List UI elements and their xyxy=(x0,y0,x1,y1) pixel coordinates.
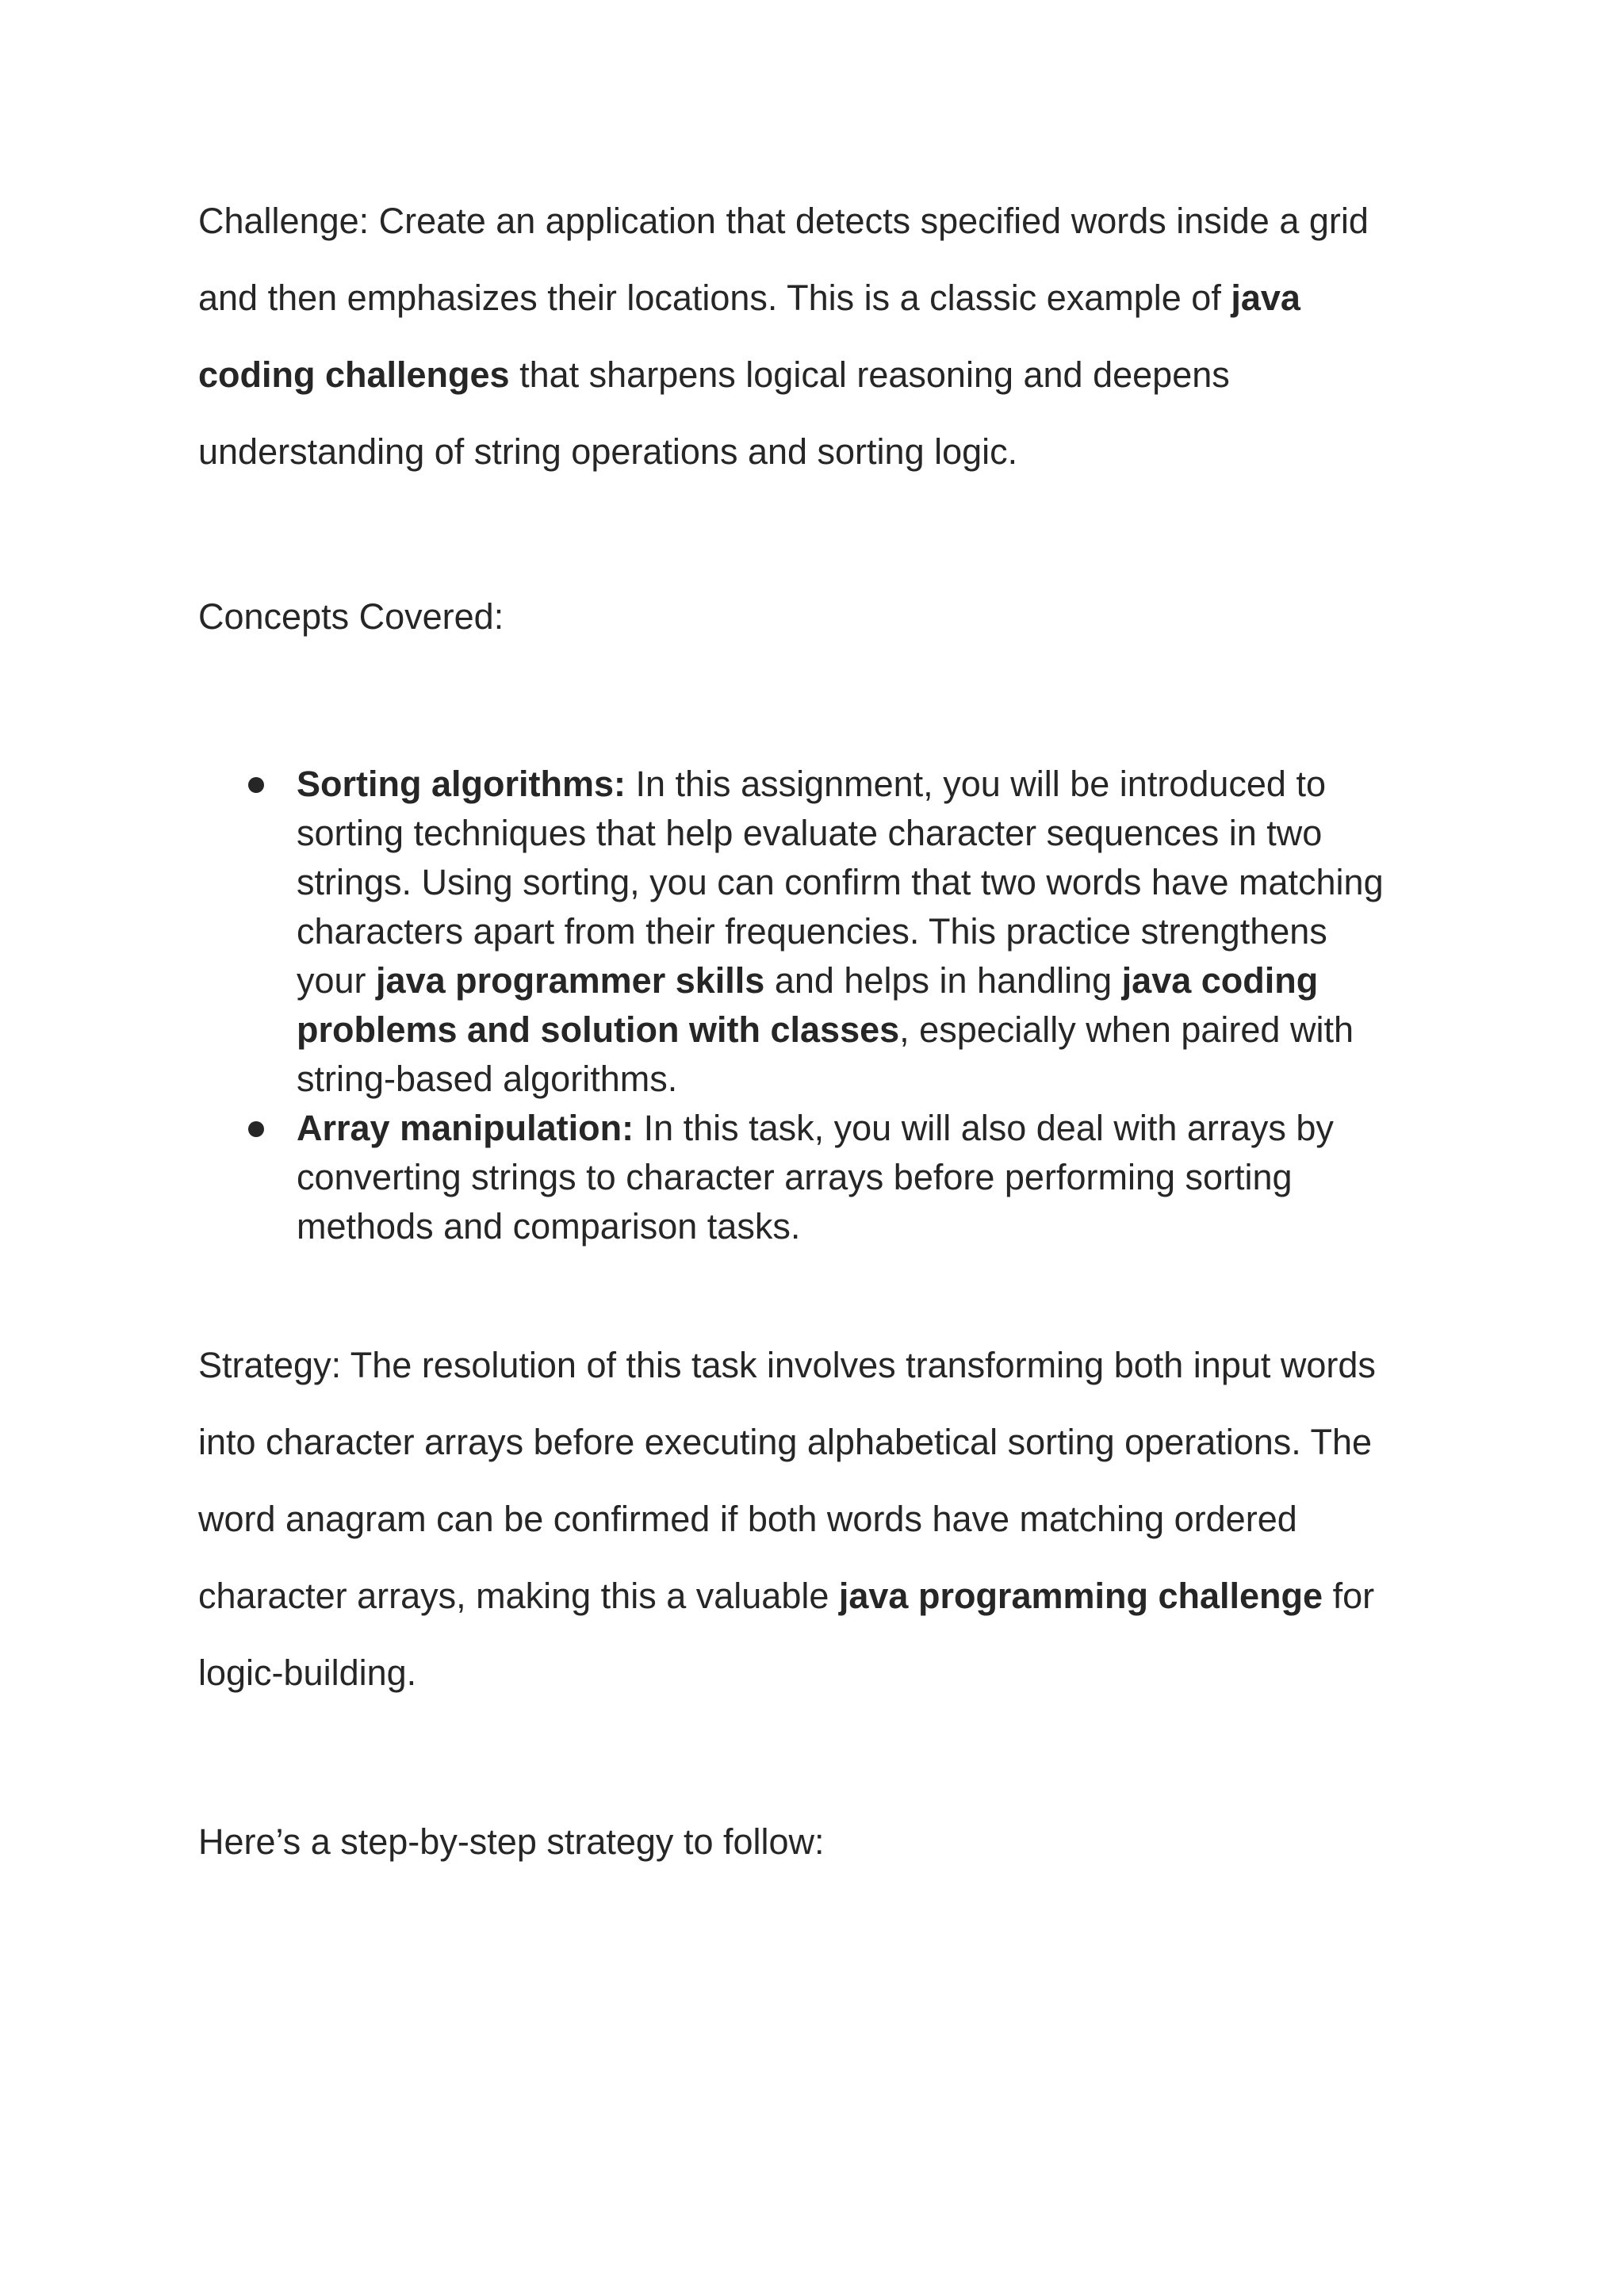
text-line xyxy=(198,1634,1435,1711)
text-line xyxy=(198,259,1435,336)
text-line xyxy=(297,1153,1624,1202)
text-line xyxy=(198,1404,1435,1480)
bold-text: Array manipulation: xyxy=(297,1108,634,1148)
bullet-icon xyxy=(248,777,264,793)
text-line xyxy=(297,907,1624,956)
list-item xyxy=(0,1104,1624,1251)
text-line xyxy=(198,182,1435,259)
concept-sorting-text xyxy=(297,760,1624,1104)
bold-text: java programmer skills xyxy=(376,960,765,1001)
bold-text: Sorting algorithms: xyxy=(297,764,626,804)
text-run: characters apart from their frequencies. This practice strengthens xyxy=(297,911,1327,952)
text-run: In this task, you will also deal with arrays by xyxy=(634,1108,1334,1148)
text-line xyxy=(198,413,1435,490)
text-line xyxy=(198,1480,1435,1557)
bold-text: java coding xyxy=(1121,960,1319,1001)
text-run: word anagram can be confirmed if both words have matching ordered xyxy=(198,1499,1297,1539)
text-line xyxy=(297,1202,1624,1251)
text-run: Challenge: Create an application that detects specified words inside a grid xyxy=(198,201,1369,241)
text-line xyxy=(297,956,1624,1005)
text-run: Strategy: The resolution of this task involves transforming both input words xyxy=(198,1345,1376,1385)
text-line xyxy=(297,1055,1624,1104)
concepts-list xyxy=(0,760,1624,1251)
intro-paragraph xyxy=(198,182,1435,490)
concept-array-text xyxy=(297,1104,1624,1251)
text-run: that sharpens logical reasoning and deepens xyxy=(509,354,1230,395)
bold-text: problems and solution with classes xyxy=(297,1009,900,1050)
text-run: your xyxy=(297,960,377,1001)
text-run: methods and comparison tasks. xyxy=(297,1206,801,1247)
text-run: character arrays, making this a valuable xyxy=(198,1576,839,1616)
text-line xyxy=(198,1327,1435,1404)
bold-text: java xyxy=(1231,278,1300,318)
text-run: understanding of string operations and sorting logic. xyxy=(198,431,1018,472)
text-run: and helps in handling xyxy=(764,960,1122,1001)
text-line xyxy=(198,1557,1435,1634)
text-run: In this assignment, you will be introduced to xyxy=(626,764,1326,804)
text-line xyxy=(297,858,1624,907)
concepts-heading: Concepts Covered: xyxy=(198,596,504,637)
steps-heading: Here’s a step-by-step strategy to follow: xyxy=(198,1821,825,1862)
list-item xyxy=(0,760,1624,1104)
text-run: strings. Using sorting, you can confirm that two words have matching xyxy=(297,862,1384,902)
strategy-paragraph xyxy=(198,1327,1435,1711)
text-run: sorting techniques that help evaluate character sequences in two xyxy=(297,813,1323,853)
text-line xyxy=(297,1104,1624,1153)
bold-text: java programming challenge xyxy=(838,1576,1323,1616)
bold-text: coding challenges xyxy=(198,354,510,395)
text-line xyxy=(297,760,1624,809)
text-run: converting strings to character arrays before performing sorting xyxy=(297,1157,1293,1197)
text-run: for xyxy=(1323,1576,1375,1616)
text-run: and then emphasizes their locations. This is a classic example of xyxy=(198,278,1231,318)
text-run: into character arrays before executing alphabetical sorting operations. The xyxy=(198,1422,1373,1462)
text-run: logic-building. xyxy=(198,1653,417,1693)
text-line xyxy=(297,1005,1624,1055)
text-run: , especially when paired with xyxy=(899,1009,1354,1050)
text-run: string-based algorithms. xyxy=(297,1059,678,1099)
text-line xyxy=(297,809,1624,858)
bullet-icon xyxy=(248,1121,264,1137)
text-line xyxy=(198,336,1435,413)
